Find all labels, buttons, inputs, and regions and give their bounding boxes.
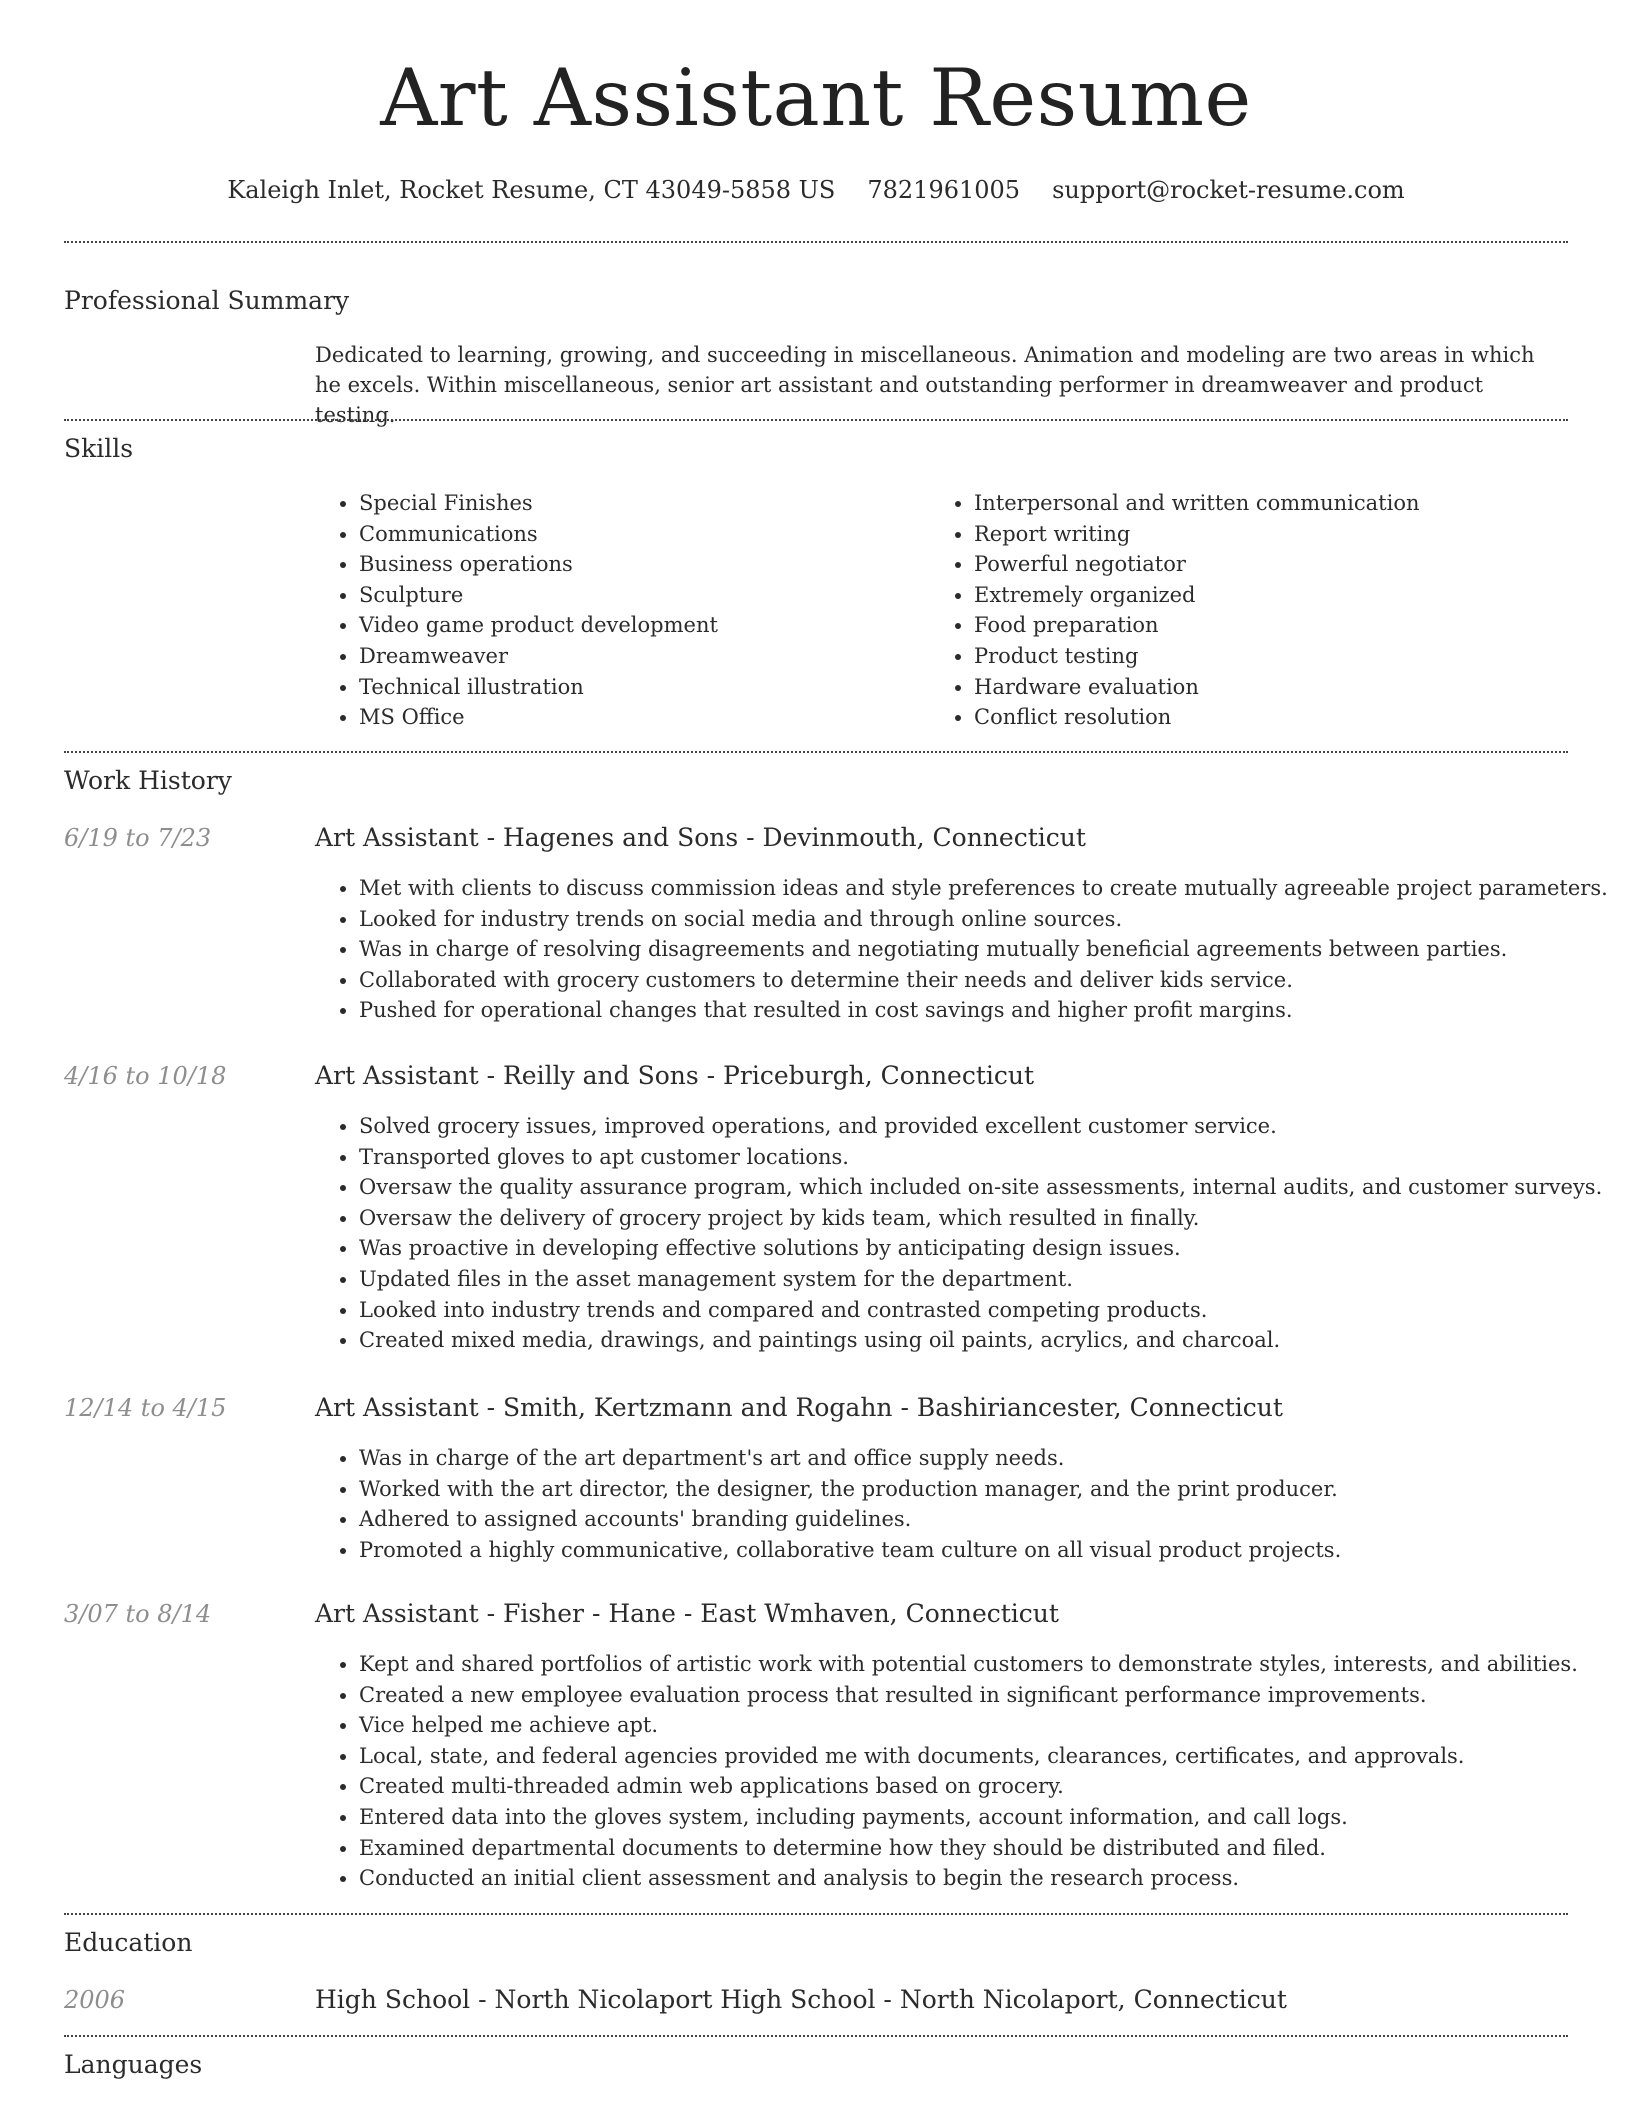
skill-item: • Sculpture xyxy=(359,580,915,611)
skill-item: • Conflict resolution xyxy=(974,702,1530,733)
job-bullet: • Worked with the art director, the designer, the production manager, and the print producer. xyxy=(359,1474,1565,1505)
skill-item: • Extremely organized xyxy=(974,580,1530,611)
job-bullets xyxy=(315,1649,1578,1894)
education-heading: Education xyxy=(64,1928,193,1957)
skills-column-right xyxy=(930,488,1530,733)
section-divider xyxy=(64,751,1568,753)
job-bullet: • Met with clients to discuss commission ideas and style preferences to create mutually agreeable project parameters. xyxy=(359,873,1565,904)
job-bullet: • Looked into industry trends and compared and contrasted competing products. xyxy=(359,1295,1565,1326)
job-bullet: • Adhered to assigned accounts' branding guidelines. xyxy=(359,1504,1565,1535)
job-bullet: • Was in charge of the art department's art and office supply needs. xyxy=(359,1443,1565,1474)
summary-heading: Professional Summary xyxy=(64,286,350,315)
job-dates: 3/07 to 8/14 xyxy=(64,1600,212,1628)
skill-item: • MS Office xyxy=(359,702,915,733)
contact-phone: 7821961005 xyxy=(867,176,1021,204)
skill-item: • Product testing xyxy=(974,641,1530,672)
skill-item: • Food preparation xyxy=(974,610,1530,641)
job-bullet: • Conducted an initial client assessment and analysis to begin the research process. xyxy=(359,1863,1565,1894)
job-bullet: • Oversaw the quality assurance program, which included on-site assessments, internal audits, and customer surveys. xyxy=(359,1172,1565,1203)
job-bullet: • Updated files in the asset management system for the department. xyxy=(359,1264,1565,1295)
job-bullet: • Entered data into the gloves system, including payments, account information, and call logs. xyxy=(359,1802,1565,1833)
work-history-heading: Work History xyxy=(64,766,232,795)
skill-item: • Hardware evaluation xyxy=(974,672,1530,703)
job-bullets xyxy=(315,1111,1603,1356)
contact-address: Kaleigh Inlet, Rocket Resume, CT 43049-5858 US xyxy=(227,176,836,204)
skill-item: • Powerful negotiator xyxy=(974,549,1530,580)
job-bullet: • Collaborated with grocery customers to determine their needs and deliver kids service. xyxy=(359,965,1565,996)
job-bullet: • Pushed for operational changes that resulted in cost savings and higher profit margins. xyxy=(359,995,1565,1026)
education-entry: High School - North Nicolaport High School - North Nicolaport, Connecticut xyxy=(315,1985,1287,2014)
skill-item: • Dreamweaver xyxy=(359,641,915,672)
job-dates: 12/14 to 4/15 xyxy=(64,1394,227,1422)
skills-heading: Skills xyxy=(64,434,134,463)
job-bullet: • Solved grocery issues, improved operations, and provided excellent customer service. xyxy=(359,1111,1565,1142)
job-dates: 4/16 to 10/18 xyxy=(64,1062,227,1090)
job-bullet: • Was proactive in developing effective solutions by anticipating design issues. xyxy=(359,1233,1565,1264)
section-divider xyxy=(64,1913,1568,1915)
job-bullet: • Oversaw the delivery of grocery project by kids team, which resulted in finally. xyxy=(359,1203,1565,1234)
section-divider xyxy=(64,2035,1568,2037)
skills-column-left xyxy=(315,488,915,733)
job-bullet: • Was in charge of resolving disagreements and negotiating mutually beneficial agreements between parties. xyxy=(359,934,1565,965)
job-bullet: • Vice helped me achieve apt. xyxy=(359,1710,1565,1741)
job-title: Art Assistant - Hagenes and Sons - Devinmouth, Connecticut xyxy=(315,823,1086,852)
job-bullet: • Promoted a highly communicative, collaborative team culture on all visual product projects. xyxy=(359,1535,1565,1566)
languages-heading: Languages xyxy=(64,2050,203,2079)
job-bullet: • Looked for industry trends on social media and through online sources. xyxy=(359,904,1565,935)
resume-title: Art Assistant Resume xyxy=(380,52,1252,144)
summary-text: Dedicated to learning, growing, and succeeding in miscellaneous. Animation and modeling are two areas in which he excels. Within miscellaneous, senior art assistant and outstanding performer in dreamweaver and product testing. xyxy=(315,343,1535,427)
skill-item: • Communications xyxy=(359,519,915,550)
job-bullet: • Created mixed media, drawings, and paintings using oil paints, acrylics, and charcoal. xyxy=(359,1325,1565,1356)
section-divider xyxy=(64,241,1568,243)
contact-line xyxy=(64,170,1568,210)
job-bullet: • Kept and shared portfolios of artistic work with potential customers to demonstrate styles, interests, and abilities. xyxy=(359,1649,1565,1680)
skill-item: • Interpersonal and written communication xyxy=(974,488,1530,519)
contact-email: support@rocket-resume.com xyxy=(1052,176,1405,204)
job-bullet: • Transported gloves to apt customer locations. xyxy=(359,1142,1565,1173)
job-bullet: • Created a new employee evaluation process that resulted in significant performance improvements. xyxy=(359,1680,1565,1711)
education-year: 2006 xyxy=(64,1986,126,2014)
job-title: Art Assistant - Smith, Kertzmann and Rogahn - Bashiriancester, Connecticut xyxy=(315,1393,1283,1422)
job-bullet: • Local, state, and federal agencies provided me with documents, clearances, certificates, and approvals. xyxy=(359,1741,1565,1772)
job-title: Art Assistant - Reilly and Sons - Priceburgh, Connecticut xyxy=(315,1061,1035,1090)
skill-item: • Report writing xyxy=(974,519,1530,550)
job-bullet: • Examined departmental documents to determine how they should be distributed and filed. xyxy=(359,1833,1565,1864)
job-bullet: • Created multi-threaded admin web applications based on grocery. xyxy=(359,1771,1565,1802)
skill-item: • Video game product development xyxy=(359,610,915,641)
section-divider xyxy=(64,419,1568,421)
skill-item: • Technical illustration xyxy=(359,672,915,703)
job-dates: 6/19 to 7/23 xyxy=(64,824,212,852)
job-bullets xyxy=(315,1443,1565,1565)
job-title: Art Assistant - Fisher - Hane - East Wmhaven, Connecticut xyxy=(315,1599,1059,1628)
job-bullets xyxy=(315,873,1608,1026)
skill-item: • Special Finishes xyxy=(359,488,915,519)
skill-item: • Business operations xyxy=(359,549,915,580)
